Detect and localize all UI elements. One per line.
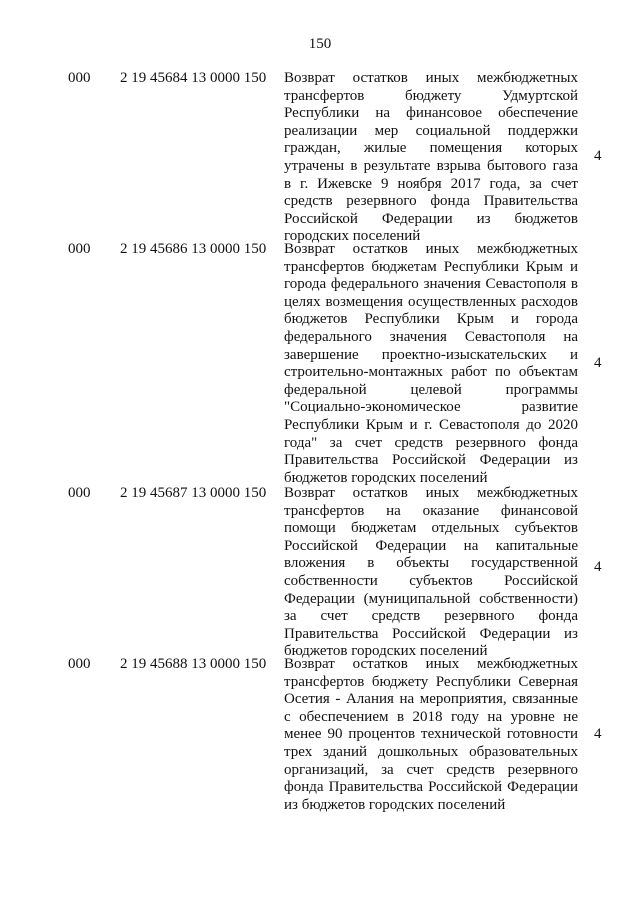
budget-classification-code: 2 19 45688 13 0000 150: [120, 656, 267, 672]
description-line: Федерации (муниципальной собственности): [284, 590, 578, 607]
description-line: вложения в объекты государственной: [284, 555, 578, 572]
description-line: Возврат остатков иных межбюджетных: [284, 656, 578, 672]
description-line: города федерального значения Севастополя в: [284, 276, 578, 293]
description-line: граждан, жилые помещения которых: [284, 140, 578, 157]
description-line: Российской Федерации из бюджетов: [284, 210, 578, 227]
row-amount: 4: [594, 148, 602, 164]
description-line: помощи бюджетам отдельных субъектов: [284, 520, 578, 537]
row-description: [284, 656, 578, 814]
description-line: организаций, за счет средств резервного: [284, 761, 578, 778]
description-line: в г. Ижевске 9 ноября 2017 года, за счет: [284, 175, 578, 192]
description-line: трансфертов бюджетам Республики Крым и: [284, 258, 578, 275]
description-line: Возврат остатков иных межбюджетных: [284, 485, 578, 501]
description-line: Республики Крым и г. Севастополя до 2020: [284, 416, 578, 433]
admin-code: 000: [68, 656, 91, 672]
row-description: [284, 241, 578, 487]
budget-classification-code: 2 19 45686 13 0000 150: [120, 241, 267, 257]
description-line: с обеспечением в 2018 году на уровне не: [284, 708, 578, 725]
description-line: из бюджетов городских поселений: [284, 796, 506, 813]
description-line: года" за счет средств резервного фонда: [284, 434, 578, 451]
description-line: Осетия - Алания на мероприятия, связанные: [284, 691, 578, 708]
description-line: за счет средств резервного фонда: [284, 608, 578, 625]
description-line: средств резервного фонда Правительства: [284, 193, 578, 210]
row-description: [284, 70, 578, 246]
description-line: целях возмещения осуществленных расходов: [284, 293, 578, 310]
description-line: городских поселений: [284, 228, 421, 245]
admin-code: 000: [68, 241, 91, 257]
budget-classification-code: 2 19 45684 13 0000 150: [120, 70, 267, 86]
description-line: Возврат остатков иных межбюджетных: [284, 241, 578, 257]
description-line: менее 90 процентов технической готовности: [284, 726, 578, 743]
description-line: завершение проектно-изыскательских и: [284, 346, 578, 363]
admin-code: 000: [68, 70, 91, 86]
description-line: трансфертов на оказание финансовой: [284, 502, 578, 519]
description-line: Российской Федерации на капитальные: [284, 537, 578, 554]
admin-code: 000: [68, 485, 91, 501]
description-line: Возврат остатков иных межбюджетных: [284, 70, 578, 86]
row-description: [284, 485, 578, 661]
budget-classification-code: 2 19 45687 13 0000 150: [120, 485, 267, 501]
description-line: Республики на финансовое обеспечение: [284, 105, 578, 122]
row-amount: 4: [594, 355, 602, 371]
description-line: федерального значения Севастополя на: [284, 328, 578, 345]
description-line: трансфертов бюджету Республики Северная: [284, 673, 578, 690]
description-line: "Социально-экономическое развитие: [284, 399, 578, 416]
row-amount: 4: [594, 559, 602, 575]
description-line: фонда Правительства Российской Федерации: [284, 779, 578, 796]
page-number: 150: [308, 36, 332, 52]
description-line: Правительства Российской Федерации из: [284, 452, 578, 469]
description-line: трансфертов бюджету Удмуртской: [284, 87, 578, 104]
description-line: бюджетов городских поселений: [284, 469, 488, 486]
description-line: Правительства Российской Федерации из: [284, 625, 578, 642]
description-line: утрачены в результате взрыва бытового газа: [284, 157, 578, 174]
description-line: собственности субъектов Российской: [284, 572, 578, 589]
description-line: бюджетов Республики Крым и города: [284, 311, 578, 328]
description-line: трех зданий дошкольных образовательных: [284, 743, 578, 760]
description-line: реализации мер социальной поддержки: [284, 122, 578, 139]
row-amount: 4: [594, 726, 602, 742]
description-line: федеральной целевой программы: [284, 381, 578, 398]
description-line: строительно-монтажных работ по объектам: [284, 364, 578, 381]
description-line: бюджетов городских поселений: [284, 643, 488, 660]
